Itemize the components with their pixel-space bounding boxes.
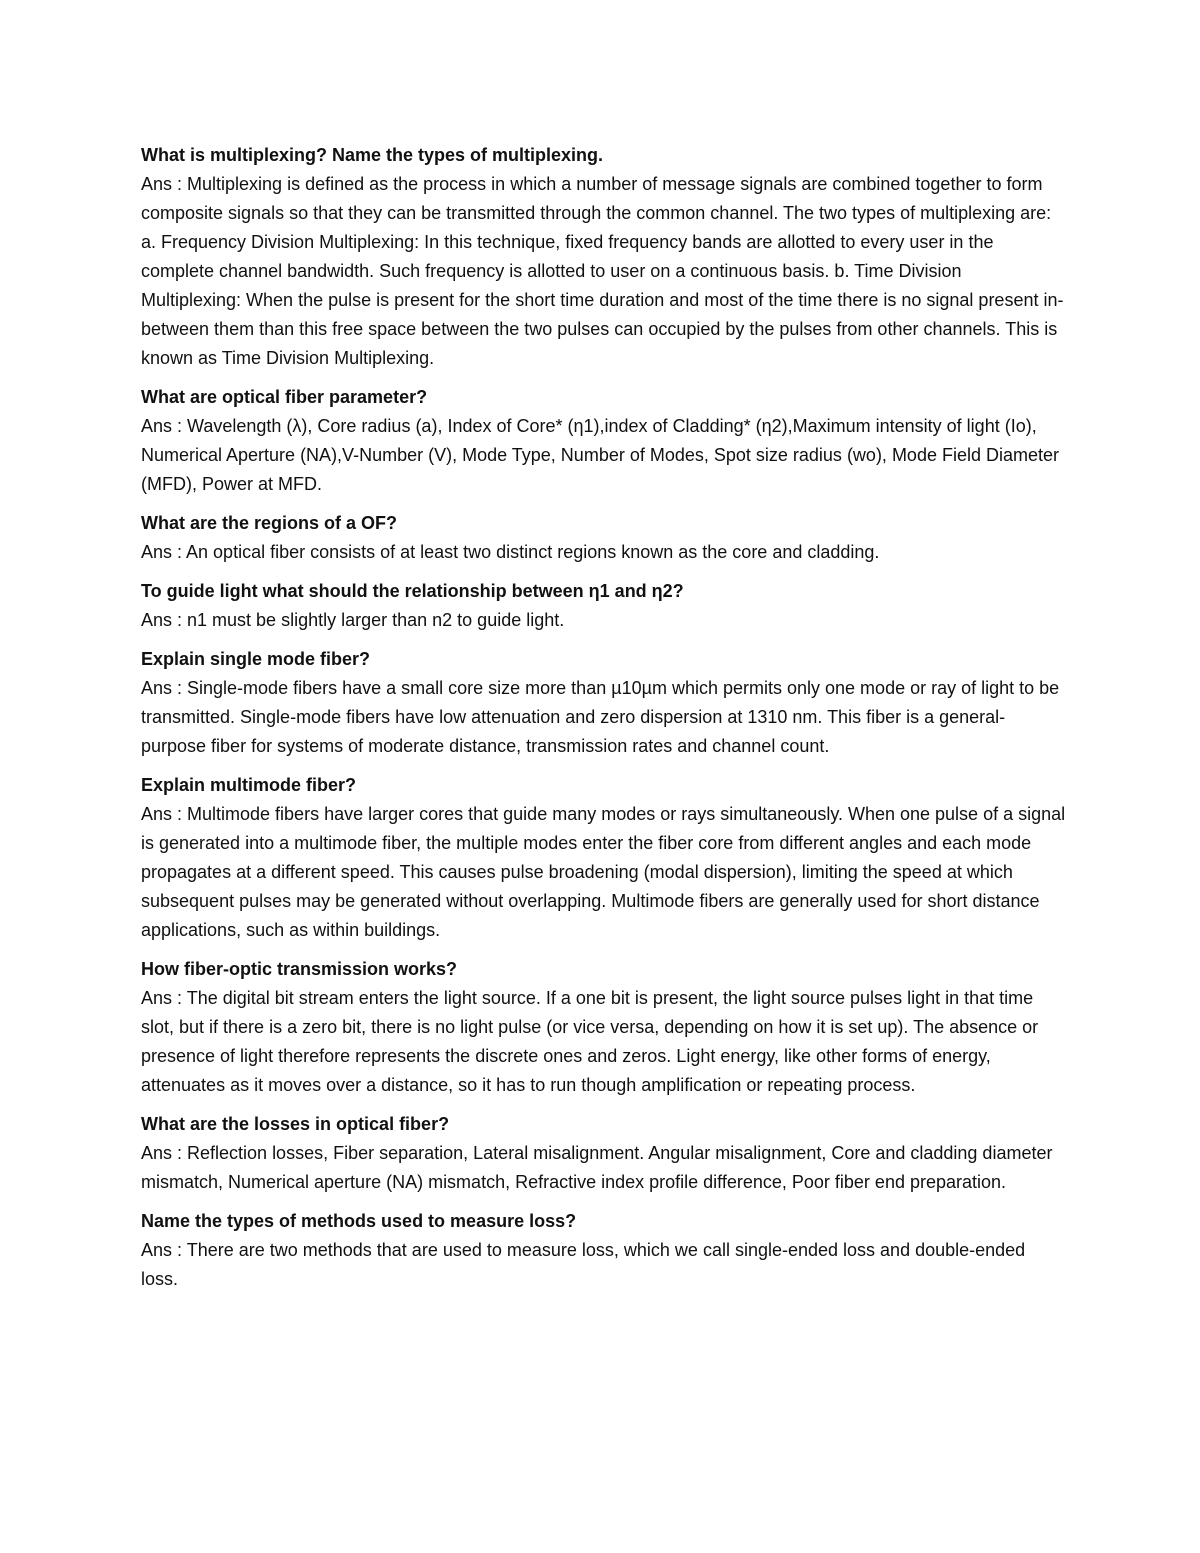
answer-paragraph: Ans : Multiplexing is defined as the process in which a number of message signals are combined together to form composite signals so that they can be transmitted through the common channel. The two types of multiplexing are: a. Frequency Division Multiplexing: In this technique, fixed frequency bands are allotted to every user in the complete channel bandwidth. Such frequency is allotted to user on a continuous basis. b. Time Division Multiplexing: When the pulse is present for the short time duration and most of the time there is no signal present in-between them than this free space between the two pulses can occupied by the pulses from other channels. This is known as Time Division Multiplexing.	[141, 174, 1064, 368]
question-heading: What are optical fiber parameter?	[141, 387, 428, 407]
qa-item-regions	[141, 509, 1066, 567]
document-page	[141, 141, 1066, 1304]
question-heading: What are the regions of a OF?	[141, 513, 398, 533]
question-heading: To guide light what should the relationship between η1 and η2?	[141, 581, 684, 601]
question-heading: How fiber-optic transmission works?	[141, 959, 458, 979]
answer-paragraph: Ans : An optical fiber consists of at least two distinct regions known as the core and cladding.	[141, 542, 880, 562]
qa-item-transmission	[141, 955, 1066, 1100]
question-heading: Explain multimode fiber?	[141, 775, 357, 795]
answer-paragraph: Ans : There are two methods that are used to measure loss, which we call single-ended loss and double-ended loss.	[141, 1240, 1026, 1289]
qa-item-fiber-parameters	[141, 383, 1066, 499]
qa-item-measure-loss	[141, 1207, 1066, 1294]
answer-paragraph: Ans : n1 must be slightly larger than n2 to guide light.	[141, 610, 565, 630]
answer-paragraph: Ans : Wavelength (λ), Core radius (a), Index of Core* (η1),index of Cladding* (η2),Maximum intensity of light (Io), Numerical Aperture (NA),V-Number (V), Mode Type, Number of Modes, Spot size radius (wo), Mode Field Diameter (MFD), Power at MFD.	[141, 416, 1059, 494]
question-heading: Explain single mode fiber?	[141, 649, 371, 669]
answer-paragraph: Ans : Reflection losses, Fiber separation, Lateral misalignment. Angular misalignment, Core and cladding diameter mismatch, Numerical aperture (NA) mismatch, Refractive index profile difference, Poor fiber end preparation.	[141, 1143, 1053, 1192]
qa-item-guide-light	[141, 577, 1066, 635]
question-heading: What are the losses in optical fiber?	[141, 1114, 450, 1134]
qa-item-single-mode	[141, 645, 1066, 761]
answer-paragraph: Ans : Single-mode fibers have a small core size more than µ10µm which permits only one mode or ray of light to be transmitted. Single-mode fibers have low attenuation and zero dispersion at 1310 nm. This fiber is a general-purpose fiber for systems of moderate distance, transmission rates and channel count.	[141, 678, 1060, 756]
qa-item-multimode	[141, 771, 1066, 945]
qa-item-losses	[141, 1110, 1066, 1197]
answer-paragraph: Ans : Multimode fibers have larger cores that guide many modes or rays simultaneously. When one pulse of a signal is generated into a multimode fiber, the multiple modes enter the fiber core from different angles and each mode propagates at a different speed. This causes pulse broadening (modal dispersion), limiting the speed at which subsequent pulses may be generated without overlapping. Multimode fibers are generally used for short distance applications, such as within buildings.	[141, 804, 1066, 940]
question-heading: What is multiplexing? Name the types of multiplexing.	[141, 145, 604, 165]
qa-item-multiplexing	[141, 141, 1066, 373]
answer-paragraph: Ans : The digital bit stream enters the light source. If a one bit is present, the light source pulses light in that time slot, but if there is a zero bit, there is no light pulse (or vice versa, depending on how it is set up). The absence or presence of light therefore represents the discrete ones and zeros. Light energy, like other forms of energy, attenuates as it moves over a distance, so it has to run though amplification or repeating process.	[141, 988, 1039, 1095]
question-heading: Name the types of methods used to measure loss?	[141, 1211, 577, 1231]
